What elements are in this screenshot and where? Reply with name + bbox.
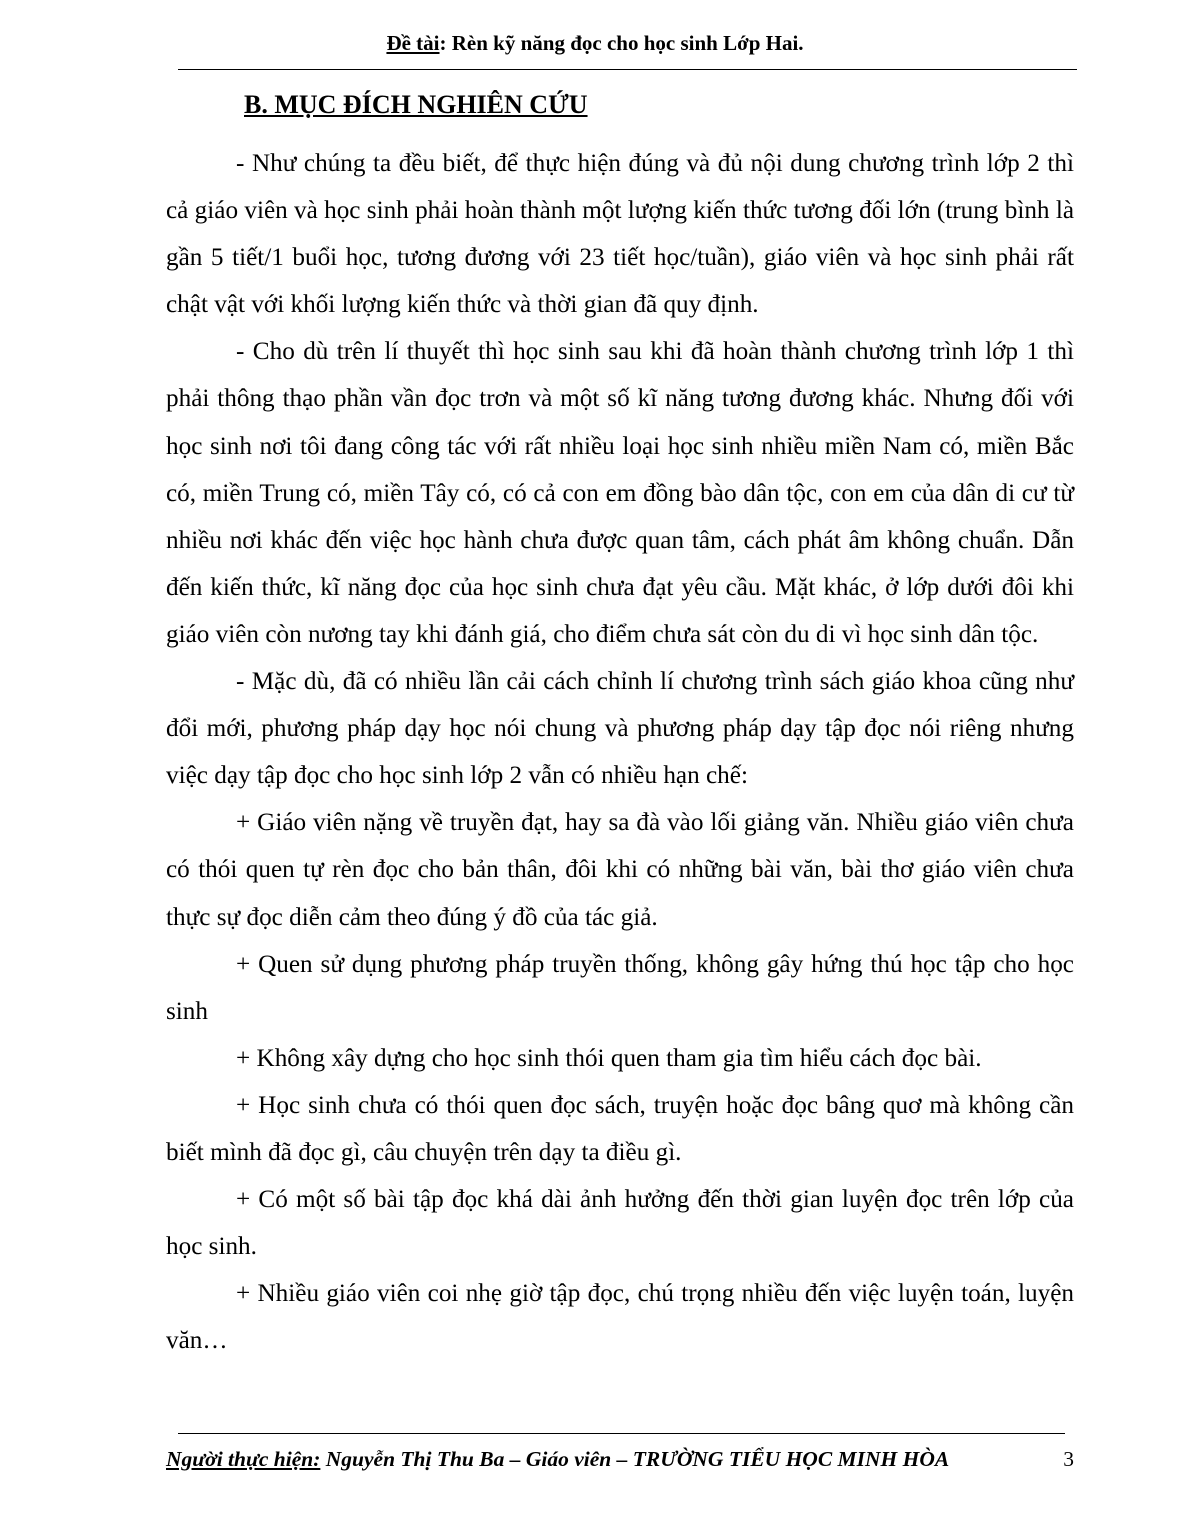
page-header [0, 30, 1190, 56]
footer-text: Nguyễn Thị Thu Ba – Giáo viên – TRƯỜNG TIỂU HỌC MINH HÒA [320, 1447, 950, 1471]
header-text: : Rèn kỹ năng đọc cho học sinh Lớp Hai. [439, 31, 804, 55]
paragraph-5: + Quen sử dụng phương pháp truyền thống, không gây hứng thú học tập cho học sinh [166, 950, 1074, 1025]
section-title: B. MỤC ĐÍCH NGHIÊN CỨU [244, 90, 588, 119]
header-label: Đề tài [386, 31, 440, 55]
footer-label: Người thực hiện: [166, 1447, 321, 1471]
paragraph-8: + Có một số bài tập đọc khá dài ảnh hưởng đến thời gian luyện đọc trên lớp của học sinh. [166, 1186, 1074, 1261]
page-number: 3 [1063, 1447, 1074, 1471]
paragraph-4: + Giáo viên nặng về truyền đạt, hay sa đà vào lối giảng văn. Nhiều giáo viên chưa có thói quen tự rèn đọc cho bản thân, đôi khi có những bài văn, bài thơ giáo viên chưa thực sự đọc diễn cảm theo đúng ý đồ của tác giả. [166, 809, 1074, 931]
header-divider [178, 69, 1077, 70]
page-footer [166, 1445, 1074, 1473]
paragraph-2: - Cho dù trên lí thuyết thì học sinh sau khi đã hoàn thành chương trình lớp 1 thì phải thông thạo phần vần đọc trơn và một số kĩ năng tương đương khác. Nhưng đối với học sinh nơi tôi đang công tác với rất nhiều loại học sinh nhiều miền Nam có, miền Bắc có, miền Trung có, miền Tây có, có cả con em đồng bào dân tộc, con em của dân di cư từ nhiều nơi khác đến việc học hành chưa được quan tâm, cách phát âm không chuẩn. Dẫn đến kiến thức, kĩ năng đọc của học sinh chưa đạt yêu cầu. Mặt khác, ở lớp dưới đôi khi giáo viên còn nương tay khi đánh giá, cho điểm chưa sát còn du di vì học sinh dân tộc. [166, 338, 1074, 648]
paragraph-1: - Như chúng ta đều biết, để thực hiện đúng và đủ nội dung chương trình lớp 2 thì cả giáo viên và học sinh phải hoàn thành một lượng kiến thức tương đối lớn (trung bình là gần 5 tiết/1 buổi học, tương đương với 23 tiết học/tuần), giáo viên và học sinh phải rất chật vật với khối lượng kiến thức và thời gian đã quy định. [166, 150, 1074, 319]
paragraph-9: + Nhiều giáo viên coi nhẹ giờ tập đọc, chú trọng nhiều đến việc luyện toán, luyện văn… [166, 1280, 1074, 1355]
body-text [166, 140, 1074, 1364]
paragraph-7: + Học sinh chưa có thói quen đọc sách, truyện hoặc đọc bâng quơ mà không cần biết mình đã đọc gì, câu chuyện trên dạy ta điều gì. [166, 1091, 1074, 1166]
paragraph-3: - Mặc dù, đã có nhiều lần cải cách chỉnh lí chương trình sách giáo khoa cũng như đổi mới, phương pháp dạy học nói chung và phương pháp dạy tập đọc nói riêng nhưng việc dạy tập đọc cho học sinh lớp 2 vẫn có nhiều hạn chế: [166, 668, 1074, 790]
paragraph-6: + Không xây dựng cho học sinh thói quen tham gia tìm hiểu cách đọc bài. [236, 1044, 982, 1072]
footer-divider [178, 1433, 1065, 1434]
